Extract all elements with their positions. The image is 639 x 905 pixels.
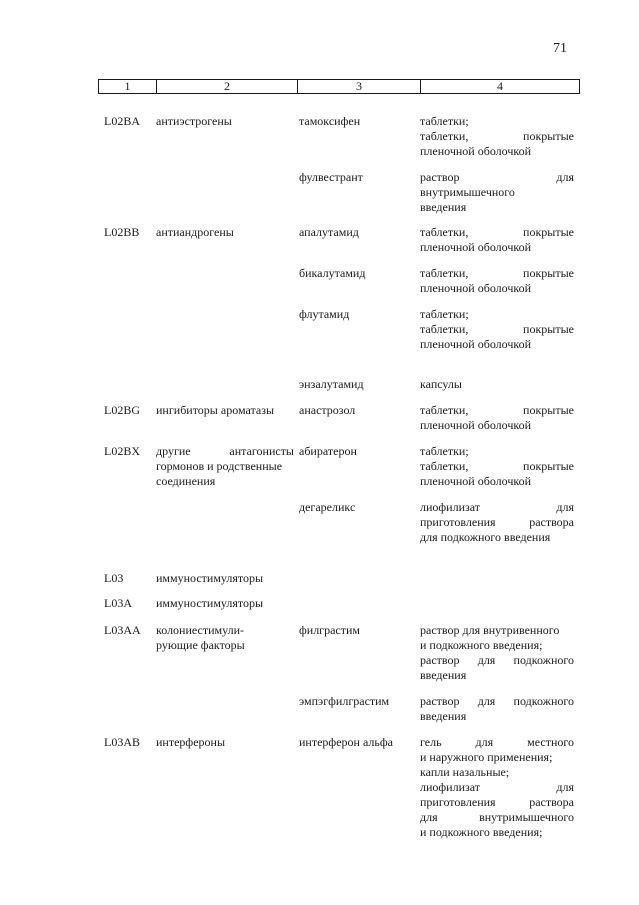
dosage-form-line: и наружного применения; — [420, 750, 553, 764]
atc-code: L02BA — [104, 114, 140, 128]
drug-name: анастрозол — [299, 403, 356, 417]
atc-code: L03 — [104, 571, 124, 585]
dosage-form-line: и подкожного введения; — [420, 825, 543, 839]
group-name-line: рующие факторы — [156, 638, 245, 652]
dosage-form-line: таблетки, покрытые — [420, 225, 574, 239]
drug-name: фулвестрант — [299, 170, 363, 184]
atc-code: L02BG — [104, 403, 140, 417]
drug-name: эмпэгфилграстим — [299, 694, 390, 708]
dosage-form-line: капли назальные; — [420, 765, 510, 779]
dosage-form-line: пленочной оболочкой — [420, 337, 532, 351]
header-col-2: 2 — [157, 80, 298, 93]
drug-name: бикалутамид — [299, 266, 366, 280]
drug-name: энзалутамид — [299, 377, 364, 391]
dosage-form — [420, 444, 574, 489]
group-name — [156, 444, 294, 489]
dosage-form — [420, 170, 574, 215]
dosage-form-line: и подкожного введения; — [420, 638, 543, 652]
group-name — [156, 403, 294, 418]
dosage-form — [420, 735, 574, 840]
dosage-form — [420, 307, 574, 352]
group-name-line: ингибиторы ароматазы — [156, 403, 275, 417]
dosage-form-line: пленочной оболочкой — [420, 240, 532, 254]
dosage-form-line: таблетки, покрытые — [420, 266, 574, 280]
header-col-4: 4 — [497, 79, 503, 93]
dosage-form-line: таблетки, покрытые — [420, 322, 574, 336]
drug-name: флутамид — [299, 307, 350, 321]
dosage-form-line: приготовления раствора — [420, 795, 574, 809]
dosage-form-line: таблетки, покрытые — [420, 129, 574, 143]
header-col-1: 1 — [99, 80, 157, 93]
dosage-form-line: таблетки; — [420, 444, 469, 458]
dosage-form-line: капсулы — [420, 377, 462, 391]
dosage-form-line: лиофилизат для — [420, 500, 574, 514]
dosage-form-line: таблетки, покрытые — [420, 403, 574, 417]
dosage-form — [420, 225, 574, 255]
dosage-form-line: раствор для подкожного — [420, 694, 574, 708]
dosage-form-line: раствор для — [420, 170, 574, 184]
dosage-form-line: введения — [420, 709, 467, 723]
dosage-form-line: таблетки, покрытые — [420, 459, 574, 473]
dosage-form — [420, 114, 574, 159]
dosage-form — [420, 694, 574, 724]
dosage-form — [420, 377, 574, 392]
group-name — [156, 114, 294, 129]
dosage-form-line: приготовления раствора — [420, 515, 574, 529]
drug-name: тамоксифен — [299, 114, 361, 128]
dosage-form-line: таблетки; — [420, 114, 469, 128]
dosage-form-line: раствор для внутривенного — [420, 623, 560, 637]
atc-code: L03A — [104, 596, 132, 610]
dosage-form-line: внутримышечного — [420, 185, 515, 199]
dosage-form-line: пленочной оболочкой — [420, 144, 532, 158]
drug-name: апалутамид — [299, 225, 359, 239]
dosage-form-line: введения — [420, 668, 467, 682]
dosage-form — [420, 500, 574, 545]
group-name — [156, 623, 294, 653]
group-name — [156, 571, 294, 586]
group-name-line: иммуностимуляторы — [156, 596, 264, 610]
group-name-line: антиандрогены — [156, 225, 234, 239]
drug-name: интерферон альфа — [299, 735, 393, 749]
group-name-line: другие антагонисты — [156, 444, 294, 458]
group-name-line: соединения — [156, 474, 216, 488]
dosage-form — [420, 403, 574, 433]
group-name-line: антиэстрогены — [156, 114, 232, 128]
dosage-form-line: пленочной оболочкой — [420, 474, 532, 488]
group-name-line: иммуностимуляторы — [156, 571, 264, 585]
dosage-form-line: раствор для подкожного — [420, 653, 574, 667]
drug-name: дегареликс — [299, 500, 356, 514]
group-name — [156, 596, 294, 611]
dosage-form-line: гель для местного — [420, 735, 574, 749]
dosage-form — [420, 266, 574, 296]
atc-code: L03AB — [104, 735, 140, 749]
dosage-form-line: лиофилизат для — [420, 780, 574, 794]
dosage-form — [420, 623, 574, 683]
dosage-form-line: таблетки; — [420, 307, 469, 321]
atc-code: L02BB — [104, 225, 140, 239]
drug-name: абиратерон — [299, 444, 357, 458]
table-header — [98, 79, 580, 94]
header-col-3: 3 — [298, 80, 421, 93]
dosage-form-line: пленочной оболочкой — [420, 281, 532, 295]
group-name-line: колониестимули- — [156, 623, 244, 637]
group-name — [156, 735, 294, 750]
dosage-form-line: пленочной оболочкой — [420, 418, 532, 432]
dosage-form-line: введения — [420, 200, 467, 214]
group-name — [156, 225, 294, 240]
atc-code: L02BX — [104, 444, 140, 458]
group-name-line: гормонов и родственные — [156, 459, 283, 473]
drug-name: филграстим — [299, 623, 361, 637]
atc-code: L03AA — [104, 623, 141, 637]
group-name-line: интерфероны — [156, 735, 225, 749]
page-number: 71 — [553, 41, 567, 56]
dosage-form-line: для подкожного введения — [420, 530, 551, 544]
dosage-form-line: для внутримышечного — [420, 810, 574, 824]
